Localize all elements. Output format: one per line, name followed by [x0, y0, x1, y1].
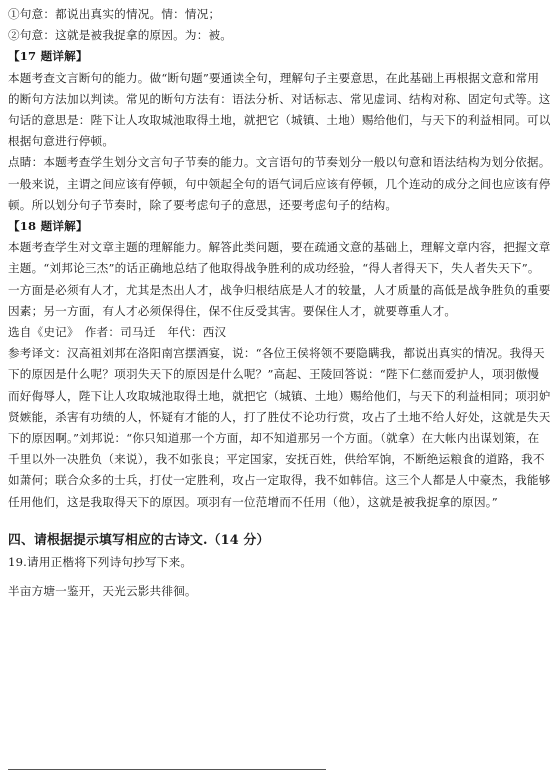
text-line: 根据句意进行停顿。	[8, 134, 115, 149]
answer-explanation-body	[8, 4, 552, 513]
text-line: 千里以外一决胜负（来说），我不如张良；平定国家，安抚百姓，供给军饷，不断绝运粮食的道路，我不	[8, 452, 545, 467]
text-line: 选自《史记》 作者：司马迁 年代：西汉	[8, 325, 227, 340]
text-line: 点睛：本题考查学生划分文言句子节奏的能力。文言语句的节奏划分一般以句意和语法结构为划分依据。	[8, 155, 551, 170]
text-line: 句话的意思是：陛下让人攻取城池取得土地，就把它（城镇、土地）赐给他们，与天下的利益相同。可以	[8, 113, 551, 128]
text-line: 本题考查文言断句的能力。做“断句题”要通读全句，理解句子主要意思，在此基础上再根据文意和常用	[8, 70, 540, 85]
text-line: 一般来说，主谓之间应该有停顿，句中领起全句的语气词后应该有停顿，几个连动的成分之间也应该有停	[8, 176, 551, 191]
text-line: 贤嫉能，杀害有功绩的人，怀疑有才能的人，打了胜仗不论功行赏，攻占了土地不给人好处，这就是失天	[8, 409, 551, 424]
text-line: 如萧何；联合众多的士兵，打仗一定胜利，攻占一定取得，我不如韩信。这三个人都是人中豪杰，我能够	[8, 473, 551, 488]
section-heading: 【18 题详解】	[8, 219, 88, 234]
text-line: 主题。“刘邦论三杰”的话正确地总结了他取得战争胜利的成功经验，“得人者得天下，失人者失天下”。	[8, 261, 540, 276]
text-line: ①句意：都说出真实的情况。情：情况；	[8, 7, 221, 21]
poem-line: 半亩方塘一鉴开，天光云影共徘徊。	[8, 584, 197, 599]
text-line: 而好侮辱人，陛下让人攻取城池取得土地，就把它（城镇、土地）赐给他们，与天下的利益相同；项羽妒	[8, 388, 551, 403]
text-line: 下的原因啊。”刘邦说：“你只知道那一个方面，却不知道那另一个方面。（就拿）在大帐内出谋划策，在	[8, 431, 540, 446]
text-line: 本题考查学生对文章主题的理解能力。解答此类问题，要在疏通文意的基础上，理解文章内容，把握文章	[8, 240, 551, 255]
section-heading: 【17 题详解】	[8, 49, 88, 64]
text-line: 参考译文：汉高祖刘邦在洛阳南宫摆酒宴，说：“各位王侯将领不要隐瞒我，都说出真实的情况。我得天	[8, 346, 545, 361]
question-19-prompt: 19.请用正楷将下列诗句抄写下来。	[8, 554, 193, 569]
text-line: 一方面是必须有人才，尤其是杰出人才，战争归根结底是人才的较量，人才质量的高低是战争胜负的重要	[8, 282, 551, 297]
text-line: 下的原因是什么呢？项羽失天下的原因是什么呢？”高起、王陵回答说：“陛下仁慈而爱护人，项羽傲慢	[8, 367, 540, 382]
text-line: ②句意：这就是被我捉拿的原因。为：被。	[8, 28, 233, 43]
answer-writing-line	[8, 769, 326, 770]
text-line: 的断句方法加以判读。常见的断句方法有：语法分析、对话标志、常见虚词、结构对称、固定句式等。这	[8, 91, 551, 106]
text-line: 任用他们，这是我取得天下的原因。项羽有一位范增而不任用（他），这就是被我捉拿的原因。”	[8, 494, 498, 509]
section-4-heading: 四、请根据提示填写相应的古诗文.（14 分）	[8, 532, 270, 548]
document-page	[8, 4, 552, 602]
text-line: 顿。所以划分句子节奏时，除了要考虑句子的意思，还要考虑句子的结构。	[8, 197, 398, 212]
text-line: 因素；另一方面，有人才必须保得住，保不住反受其害。要保住人才，就要尊重人才。	[8, 303, 457, 318]
